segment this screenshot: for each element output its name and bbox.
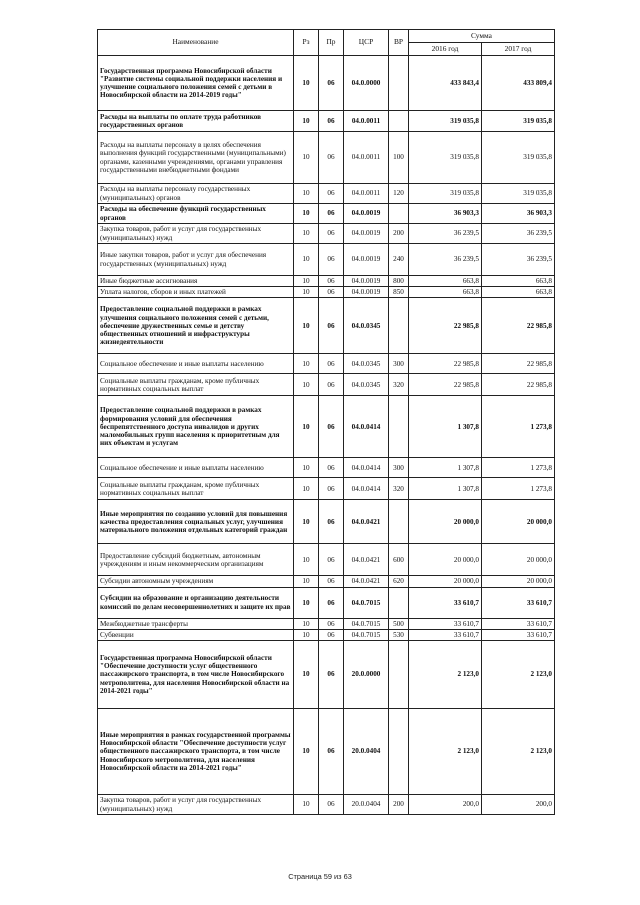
cell-sum-2016: 2 123,0 <box>409 641 482 709</box>
cell-csr: 04.0.0011 <box>344 184 389 204</box>
cell-name: Межбюджетные трансферты <box>98 618 294 629</box>
table-row <box>98 629 555 640</box>
table-header <box>98 30 555 56</box>
cell-rz: 10 <box>294 374 319 396</box>
cell-pr: 06 <box>319 396 344 458</box>
cell-vr: 600 <box>389 544 409 576</box>
cell-pr: 06 <box>319 629 344 640</box>
cell-vr: 100 <box>389 132 409 184</box>
cell-pr: 06 <box>319 56 344 111</box>
cell-vr: 530 <box>389 629 409 640</box>
table-row <box>98 132 555 184</box>
cell-sum-2017: 319 035,8 <box>482 132 555 184</box>
cell-name: Иные бюджетные ассигнования <box>98 276 294 287</box>
cell-sum-2017: 22 985,8 <box>482 374 555 396</box>
cell-name: Предоставление социальной поддержки в рамках улучшения социального положения семей с детьми, обеспечение дружественных семье и детству общественных отношений и инфраструктуры жизнедеятельности <box>98 298 294 354</box>
cell-rz: 10 <box>294 458 319 478</box>
cell-csr: 04.0.0414 <box>344 478 389 500</box>
cell-sum-2016: 319 035,8 <box>409 132 482 184</box>
cell-vr: 240 <box>389 244 409 276</box>
header-year-2016: 2016 год <box>409 43 482 56</box>
cell-rz: 10 <box>294 111 319 132</box>
cell-pr: 06 <box>319 478 344 500</box>
table-row <box>98 111 555 132</box>
cell-rz: 10 <box>294 354 319 374</box>
header-year-2017: 2017 год <box>482 43 555 56</box>
cell-csr: 04.0.0019 <box>344 204 389 224</box>
header-name: Наименование <box>98 30 294 56</box>
cell-csr: 04.0.0345 <box>344 298 389 354</box>
cell-rz: 10 <box>294 244 319 276</box>
cell-csr: 04.0.0345 <box>344 374 389 396</box>
cell-rz: 10 <box>294 184 319 204</box>
table-row <box>98 500 555 544</box>
cell-sum-2017: 319 035,8 <box>482 111 555 132</box>
cell-sum-2016: 1 307,8 <box>409 478 482 500</box>
header-pr: Пр <box>319 30 344 56</box>
cell-csr: 20.0.0000 <box>344 641 389 709</box>
cell-vr <box>389 204 409 224</box>
cell-sum-2016: 22 985,8 <box>409 374 482 396</box>
cell-csr: 20.0.0404 <box>344 795 389 815</box>
table-row <box>98 184 555 204</box>
cell-vr: 320 <box>389 374 409 396</box>
cell-vr: 300 <box>389 354 409 374</box>
cell-sum-2017: 33 610,7 <box>482 587 555 618</box>
cell-sum-2017: 200,0 <box>482 795 555 815</box>
cell-rz: 10 <box>294 132 319 184</box>
cell-rz: 10 <box>294 56 319 111</box>
table-row <box>98 244 555 276</box>
cell-name: Социальное обеспечение и иные выплаты населению <box>98 354 294 374</box>
cell-sum-2017: 2 123,0 <box>482 709 555 795</box>
cell-sum-2017: 22 985,8 <box>482 354 555 374</box>
cell-vr <box>389 587 409 618</box>
table-row <box>98 458 555 478</box>
cell-vr <box>389 500 409 544</box>
cell-sum-2016: 36 903,3 <box>409 204 482 224</box>
page-number: Страница 59 из 63 <box>288 872 352 881</box>
cell-rz: 10 <box>294 396 319 458</box>
cell-sum-2017: 20 000,0 <box>482 544 555 576</box>
table-row <box>98 587 555 618</box>
cell-pr: 06 <box>319 374 344 396</box>
cell-pr: 06 <box>319 587 344 618</box>
table-row <box>98 618 555 629</box>
cell-sum-2016: 20 000,0 <box>409 576 482 587</box>
cell-sum-2016: 33 610,7 <box>409 587 482 618</box>
header-vr: ВР <box>389 30 409 56</box>
cell-name: Предоставление социальной поддержки в рамках формирования условий для обеспечения беспрепятственного доступа инвалидов и других маломобильных групп населения к приоритетным для них объектам и услугам <box>98 396 294 458</box>
cell-name: Субвенции <box>98 629 294 640</box>
cell-sum-2017: 22 985,8 <box>482 298 555 354</box>
cell-rz: 10 <box>294 709 319 795</box>
table-row <box>98 396 555 458</box>
table-row <box>98 478 555 500</box>
cell-rz: 10 <box>294 298 319 354</box>
cell-vr <box>389 641 409 709</box>
table-row <box>98 204 555 224</box>
cell-pr: 06 <box>319 544 344 576</box>
cell-sum-2016: 1 307,8 <box>409 396 482 458</box>
cell-name: Субсидии автономным учреждениям <box>98 576 294 587</box>
cell-name: Иные закупки товаров, работ и услуг для обеспечения государственных (муниципальных) нужд <box>98 244 294 276</box>
cell-sum-2017: 433 809,4 <box>482 56 555 111</box>
cell-name: Расходы на выплаты персоналу в целях обеспечения выполнения функций государственными (муниципальными) органами, казенными учреждениями, органами управления государственными внебюджетными фондами <box>98 132 294 184</box>
cell-sum-2016: 663,8 <box>409 287 482 298</box>
header-sum: Сумма <box>409 30 555 43</box>
cell-rz: 10 <box>294 641 319 709</box>
cell-pr: 06 <box>319 641 344 709</box>
cell-csr: 04.0.0011 <box>344 111 389 132</box>
cell-rz: 10 <box>294 500 319 544</box>
cell-sum-2017: 20 000,0 <box>482 500 555 544</box>
cell-rz: 10 <box>294 224 319 244</box>
table-row <box>98 298 555 354</box>
cell-sum-2016: 1 307,8 <box>409 458 482 478</box>
cell-sum-2016: 22 985,8 <box>409 354 482 374</box>
cell-sum-2016: 319 035,8 <box>409 111 482 132</box>
cell-sum-2017: 36 239,5 <box>482 244 555 276</box>
cell-rz: 10 <box>294 544 319 576</box>
cell-vr: 300 <box>389 458 409 478</box>
cell-sum-2017: 663,8 <box>482 276 555 287</box>
cell-csr: 04.0.7015 <box>344 618 389 629</box>
cell-sum-2016: 36 239,5 <box>409 244 482 276</box>
table-row <box>98 56 555 111</box>
cell-vr: 200 <box>389 795 409 815</box>
table-row <box>98 276 555 287</box>
cell-sum-2016: 200,0 <box>409 795 482 815</box>
cell-vr: 620 <box>389 576 409 587</box>
cell-rz: 10 <box>294 276 319 287</box>
cell-pr: 06 <box>319 132 344 184</box>
cell-sum-2017: 319 035,8 <box>482 184 555 204</box>
cell-name: Иные мероприятия в рамках государственной программы Новосибирской области "Обеспечение доступности услуг общественного пассажирского транспорта, в том числе Новосибирского метрополитена, для населения Новосибирской области на 2014-2021 годы" <box>98 709 294 795</box>
cell-rz: 10 <box>294 204 319 224</box>
table-row <box>98 224 555 244</box>
header-csr: ЦСР <box>344 30 389 56</box>
cell-sum-2016: 433 843,4 <box>409 56 482 111</box>
cell-sum-2017: 36 903,3 <box>482 204 555 224</box>
table-row <box>98 641 555 709</box>
cell-sum-2016: 33 610,7 <box>409 629 482 640</box>
table-row <box>98 795 555 815</box>
cell-pr: 06 <box>319 576 344 587</box>
cell-csr: 04.0.0421 <box>344 544 389 576</box>
cell-vr: 800 <box>389 276 409 287</box>
cell-rz: 10 <box>294 629 319 640</box>
cell-sum-2017: 1 273,8 <box>482 478 555 500</box>
cell-sum-2016: 319 035,8 <box>409 184 482 204</box>
cell-name: Закупка товаров, работ и услуг для государственных (муниципальных) нужд <box>98 224 294 244</box>
cell-pr: 06 <box>319 458 344 478</box>
table-body <box>98 56 555 815</box>
cell-sum-2017: 33 610,7 <box>482 629 555 640</box>
cell-sum-2016: 36 239,5 <box>409 224 482 244</box>
cell-name: Предоставление субсидий бюджетным, автономным учреждениям и иным некоммерческим организациям <box>98 544 294 576</box>
cell-pr: 06 <box>319 500 344 544</box>
cell-csr: 04.0.0421 <box>344 500 389 544</box>
cell-sum-2016: 663,8 <box>409 276 482 287</box>
table-row <box>98 354 555 374</box>
cell-pr: 06 <box>319 618 344 629</box>
cell-vr: 200 <box>389 224 409 244</box>
cell-name: Государственная программа Новосибирской области "Обеспечение доступности услуг общественного пассажирского транспорта, в том числе Новосибирского метрополитена, для населения Новосибирской области на 2014-2021 годы" <box>98 641 294 709</box>
table-row <box>98 287 555 298</box>
cell-vr: 320 <box>389 478 409 500</box>
cell-name: Социальное обеспечение и иные выплаты населению <box>98 458 294 478</box>
cell-pr: 06 <box>319 276 344 287</box>
table-row <box>98 576 555 587</box>
cell-csr: 04.0.0019 <box>344 287 389 298</box>
cell-vr <box>389 298 409 354</box>
cell-rz: 10 <box>294 587 319 618</box>
cell-vr <box>389 111 409 132</box>
cell-pr: 06 <box>319 224 344 244</box>
table-row <box>98 544 555 576</box>
cell-sum-2017: 1 273,8 <box>482 396 555 458</box>
cell-name: Социальные выплаты гражданам, кроме публичных нормативных социальных выплат <box>98 374 294 396</box>
cell-vr: 120 <box>389 184 409 204</box>
cell-name: Иные мероприятия по созданию условий для повышения качества предоставления социальных услуг, улучшения материального положения отдельных категорий граждан <box>98 500 294 544</box>
cell-csr: 04.0.0019 <box>344 244 389 276</box>
cell-csr: 20.0.0404 <box>344 709 389 795</box>
cell-name: Субсидии на образование и организацию деятельности комиссий по делам несовершеннолетних и защите их прав <box>98 587 294 618</box>
cell-name: Расходы на выплаты персоналу государственных (муниципальных) органов <box>98 184 294 204</box>
cell-name: Расходы на выплаты по оплате труда работников государственных органов <box>98 111 294 132</box>
cell-csr: 04.0.0414 <box>344 458 389 478</box>
cell-csr: 04.0.0011 <box>344 132 389 184</box>
cell-pr: 06 <box>319 184 344 204</box>
cell-pr: 06 <box>319 795 344 815</box>
cell-vr: 850 <box>389 287 409 298</box>
cell-sum-2017: 2 123,0 <box>482 641 555 709</box>
cell-name: Государственная программа Новосибирской области "Развитие системы социальной поддержки населения и улучшение социального положения семей с детьми в Новосибирской области на 2014-2019 годы" <box>98 56 294 111</box>
cell-csr: 04.0.0019 <box>344 276 389 287</box>
cell-rz: 10 <box>294 576 319 587</box>
cell-csr: 04.0.0000 <box>344 56 389 111</box>
cell-rz: 10 <box>294 618 319 629</box>
cell-vr <box>389 56 409 111</box>
cell-csr: 04.0.0345 <box>344 354 389 374</box>
cell-pr: 06 <box>319 354 344 374</box>
cell-rz: 10 <box>294 287 319 298</box>
cell-csr: 04.0.7015 <box>344 587 389 618</box>
cell-sum-2016: 33 610,7 <box>409 618 482 629</box>
cell-pr: 06 <box>319 204 344 224</box>
cell-name: Социальные выплаты гражданам, кроме публичных нормативных социальных выплат <box>98 478 294 500</box>
cell-sum-2016: 2 123,0 <box>409 709 482 795</box>
cell-rz: 10 <box>294 795 319 815</box>
cell-pr: 06 <box>319 111 344 132</box>
cell-sum-2017: 1 273,8 <box>482 458 555 478</box>
cell-csr: 04.0.0019 <box>344 224 389 244</box>
cell-sum-2017: 663,8 <box>482 287 555 298</box>
header-rz: Рз <box>294 30 319 56</box>
cell-sum-2017: 20 000,0 <box>482 576 555 587</box>
cell-vr <box>389 709 409 795</box>
cell-name: Уплата налогов, сборов и иных платежей <box>98 287 294 298</box>
table-row <box>98 709 555 795</box>
cell-sum-2016: 20 000,0 <box>409 544 482 576</box>
cell-name: Расходы на обеспечение функций государственных органов <box>98 204 294 224</box>
cell-sum-2016: 20 000,0 <box>409 500 482 544</box>
cell-rz: 10 <box>294 478 319 500</box>
cell-pr: 06 <box>319 287 344 298</box>
cell-sum-2017: 36 239,5 <box>482 224 555 244</box>
cell-csr: 04.0.0421 <box>344 576 389 587</box>
cell-vr: 500 <box>389 618 409 629</box>
cell-vr <box>389 396 409 458</box>
cell-pr: 06 <box>319 709 344 795</box>
cell-name: Закупка товаров, работ и услуг для государственных (муниципальных) нужд <box>98 795 294 815</box>
cell-sum-2017: 33 610,7 <box>482 618 555 629</box>
cell-csr: 04.0.0414 <box>344 396 389 458</box>
table-row <box>98 374 555 396</box>
cell-pr: 06 <box>319 244 344 276</box>
cell-csr: 04.0.7015 <box>344 629 389 640</box>
cell-sum-2016: 22 985,8 <box>409 298 482 354</box>
budget-table <box>97 29 555 815</box>
cell-pr: 06 <box>319 298 344 354</box>
